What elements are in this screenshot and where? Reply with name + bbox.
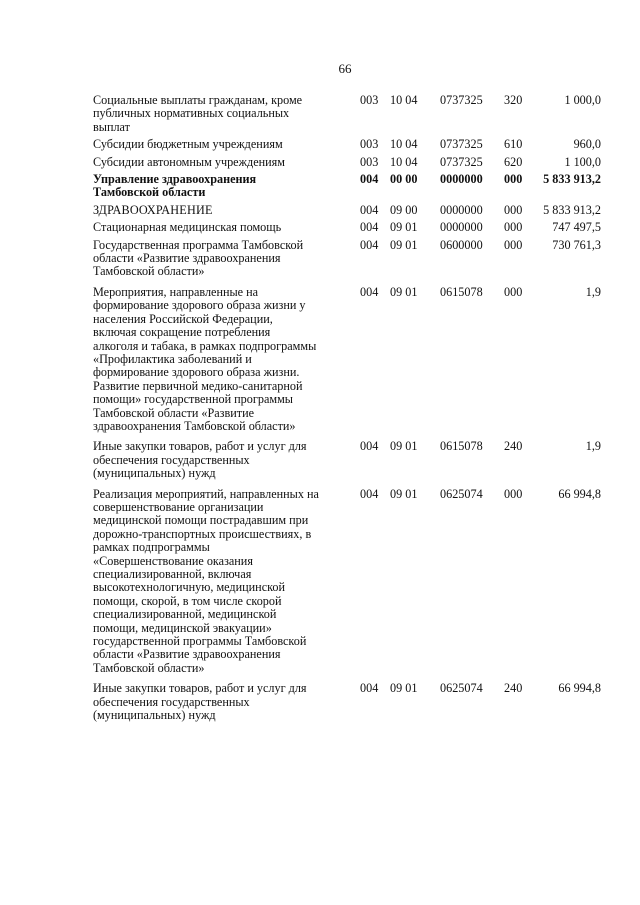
row-name: Иные закупки товаров, работ и услуг для обеспечения государственных (муниципальных) нужд (93, 439, 307, 481)
page-number: 66 (338, 61, 352, 76)
row-expense-type: 620 (504, 154, 523, 169)
row-admin-code: 004 (360, 202, 379, 217)
row-admin-code: 004 (360, 284, 379, 299)
table-row (93, 440, 613, 480)
row-section-code: 09 01 (390, 681, 418, 696)
row-name: Иные закупки товаров, работ и услуг для обеспечения государственных (муниципальных) нужд (93, 681, 307, 723)
row-target-code: 0625074 (440, 681, 483, 696)
table-row (93, 94, 613, 134)
row-name: ЗДРАВООХРАНЕНИЕ (93, 202, 213, 217)
row-sum: 5 833 913,2 (543, 202, 601, 217)
row-sum: 66 994,8 (558, 486, 601, 501)
row-target-code: 0000000 (440, 202, 483, 217)
row-sum: 1,9 (585, 439, 601, 454)
row-target-code: 0737325 (440, 154, 483, 169)
budget-table (93, 94, 613, 726)
row-sum: 5 833 913,2 (543, 172, 601, 187)
row-expense-type: 240 (504, 439, 523, 454)
row-expense-type: 000 (504, 486, 523, 501)
row-section-code: 10 04 (390, 154, 418, 169)
row-section-code: 09 01 (390, 439, 418, 454)
row-admin-code: 004 (360, 220, 379, 235)
table-row (93, 138, 613, 151)
table-row (93, 221, 613, 234)
row-section-code: 09 01 (390, 220, 418, 235)
row-name: Управление здравоохранения Тамбовской области (93, 172, 257, 200)
row-expense-type: 610 (504, 137, 523, 152)
row-admin-code: 003 (360, 93, 379, 107)
row-target-code: 0615078 (440, 284, 483, 299)
table-row-header (93, 173, 613, 200)
row-expense-type: 000 (504, 237, 523, 252)
row-expense-type: 000 (504, 220, 523, 235)
row-name: Субсидии автономным учреждениям (93, 154, 285, 169)
row-admin-code: 004 (360, 486, 379, 501)
row-section-code: 10 04 (390, 93, 418, 107)
row-admin-code: 003 (360, 137, 379, 152)
row-target-code: 0737325 (440, 93, 483, 107)
row-expense-type: 000 (504, 172, 523, 187)
row-section-code: 09 00 (390, 202, 418, 217)
row-admin-code: 004 (360, 172, 379, 187)
row-target-code: 0625074 (440, 486, 483, 501)
table-row (93, 286, 613, 433)
row-admin-code: 003 (360, 154, 379, 169)
row-name: Стационарная медицинская помощь (93, 220, 282, 235)
row-sum: 1 100,0 (564, 154, 601, 169)
row-sum: 747 497,5 (552, 220, 601, 235)
row-name: Государственная программа Тамбовской области «Развитие здравоохранения Тамбовской области» (93, 237, 304, 279)
table-row (93, 239, 613, 279)
row-name: Субсидии бюджетным учреждениям (93, 137, 283, 152)
row-section-code: 09 01 (390, 486, 418, 501)
row-expense-type: 240 (504, 681, 523, 696)
row-name: Социальные выплаты гражданам, кроме публичных нормативных социальных выплат (93, 93, 303, 134)
row-section-code: 09 01 (390, 237, 418, 252)
table-row (93, 488, 613, 676)
row-section-code: 09 01 (390, 284, 418, 299)
row-name: Мероприятия, направленные на формирование здорового образа жизни у населения Российской Федерации, включая сокращение потребления алкоголя и табака, в рамках подпрограммы «Профилактика заболеваний и формирование здорового образа жизни. Развитие первичной медико-санитарной помощи» государственной программы Тамбовской области «Развитие здравоохранения Тамбовской области» (93, 284, 317, 433)
row-target-code: 0737325 (440, 137, 483, 152)
row-sum: 1,9 (585, 284, 601, 299)
row-sum: 1 000,0 (564, 93, 601, 107)
row-target-code: 0600000 (440, 237, 483, 252)
row-name: Реализация мероприятий, направленных на совершенствование организации медицинской помощи пострадавшим при дорожно-транспортных происшествиях, в рамках подпрограммы «Совершенствование оказания специализированной, включая высокотехнологичную, медицинской помощи, скорой, в том числе скорой специализированной, медицинской помощи, медицинской эвакуации» государственной программы Тамбовской области «Развитие здравоохранения Тамбовской области» (93, 486, 319, 675)
row-target-code: 0615078 (440, 439, 483, 454)
row-expense-type: 000 (504, 284, 523, 299)
row-sum: 730 761,3 (552, 237, 601, 252)
row-section-code: 00 00 (390, 172, 418, 187)
row-admin-code: 004 (360, 681, 379, 696)
row-expense-type: 000 (504, 202, 523, 217)
table-row (93, 204, 613, 217)
table-row (93, 156, 613, 169)
row-sum: 960,0 (573, 137, 601, 152)
row-target-code: 0000000 (440, 172, 483, 187)
table-row (93, 682, 613, 722)
row-admin-code: 004 (360, 237, 379, 252)
row-admin-code: 004 (360, 439, 379, 454)
row-section-code: 10 04 (390, 137, 418, 152)
row-target-code: 0000000 (440, 220, 483, 235)
row-sum: 66 994,8 (558, 681, 601, 696)
row-expense-type: 320 (504, 93, 523, 107)
